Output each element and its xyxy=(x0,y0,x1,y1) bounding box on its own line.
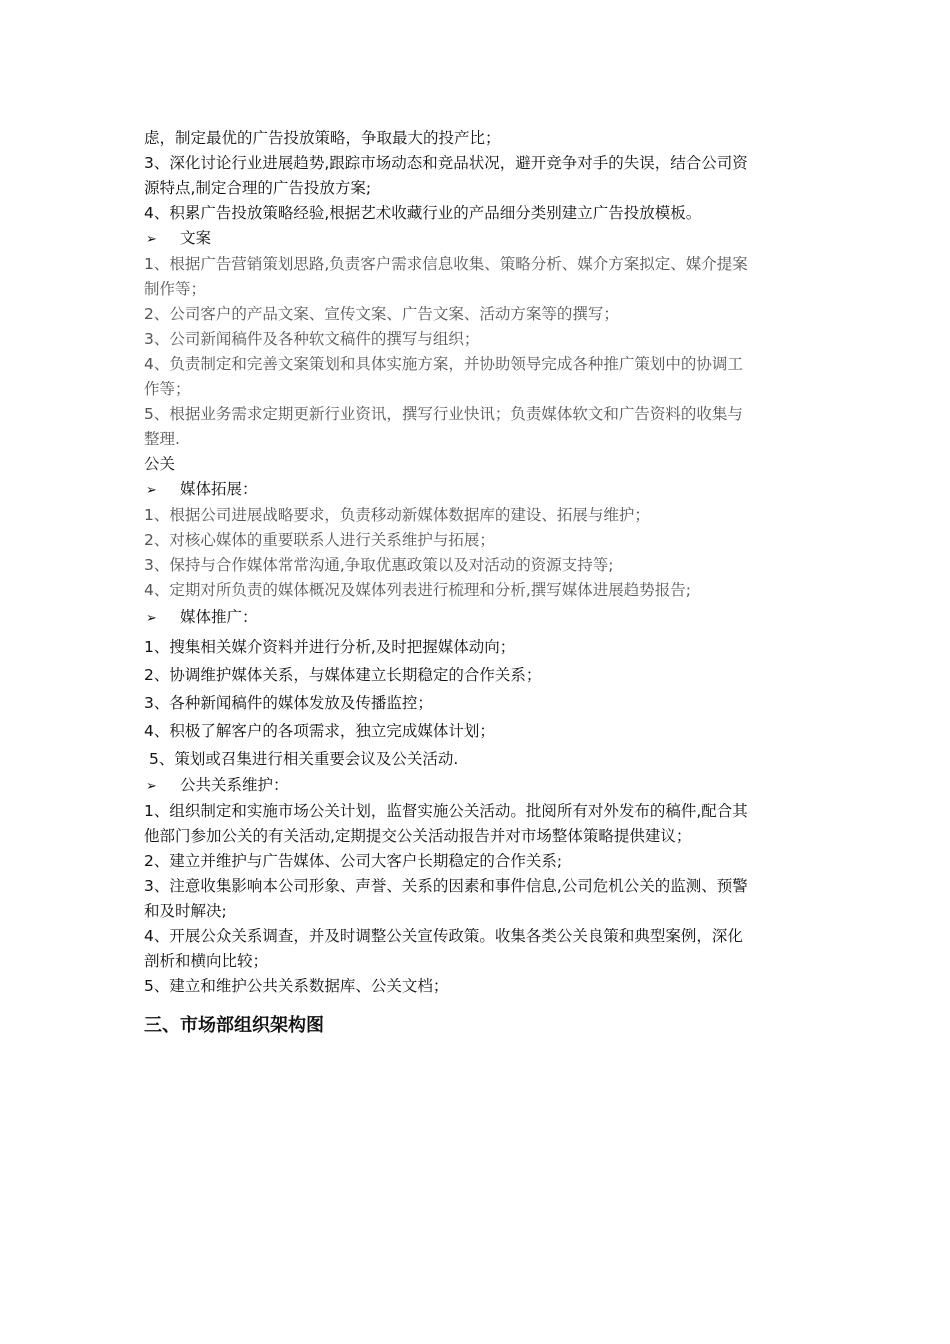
paragraph-line: 4、积累广告投放策略经验,根据艺术收藏行业的产品细分类别建立广告投放模板。 xyxy=(144,204,702,222)
subtitle-text: 媒体推广： xyxy=(180,608,258,626)
list-item: 作等； xyxy=(144,380,191,398)
list-item: 整理. xyxy=(144,430,180,448)
arrow-bullet-icon: ➢ xyxy=(146,779,157,794)
list-item: 3、公司新闻稿件及各种软文稿件的撰写与组织； xyxy=(144,330,480,348)
list-item: 4、开展公众关系调查，并及时调整公关宣传政策。收集各类公关良策和典型案例，深化 xyxy=(144,927,743,945)
list-item: 3、保持与合作媒体常常沟通,争取优惠政策以及对活动的资源支持等; xyxy=(144,556,614,574)
list-item: 剖析和横向比较； xyxy=(144,952,269,970)
list-item: 1、根据公司进展战略要求，负责移动新媒体数据库的建设、拓展与维护； xyxy=(144,506,650,524)
list-item: 1、根据广告营销策划思路,负责客户需求信息收集、策略分析、媒介方案拟定、媒介提案 xyxy=(144,255,748,273)
list-item: 5、策划或召集进行相关重要会议及公关活动. xyxy=(149,750,459,768)
list-item: 他部门参加公关的有关活动,定期提交公关活动报告并对市场整体策略提供建议； xyxy=(144,827,692,845)
arrow-bullet-icon: ➢ xyxy=(146,611,157,626)
section-heading-org-chart: 三、市场部组织架构图 xyxy=(144,1015,324,1036)
subtitle-text: 文案 xyxy=(180,229,212,247)
list-item: 3、注意收集影响本公司形象、声誉、关系的因素和事件信息,公司危机公关的监测、预警 xyxy=(144,877,748,895)
list-item: 1、组织制定和实施市场公关计划，监督实施公关活动。批阅所有对外发布的稿件,配合其 xyxy=(144,802,748,820)
arrow-bullet-icon: ➢ xyxy=(146,483,157,498)
section-subtitle xyxy=(144,477,810,503)
list-item: 和及时解决; xyxy=(144,902,227,920)
section-subtitle xyxy=(144,603,810,633)
paragraph-line: 源特点,制定合理的广告投放方案; xyxy=(144,179,372,197)
list-item: 2、协调维护媒体关系，与媒体建立长期稳定的合作关系； xyxy=(144,666,542,684)
media-expand-section xyxy=(144,477,810,603)
intro-block xyxy=(144,126,810,226)
subtitle-text: 公共关系维护： xyxy=(180,776,289,794)
media-promo-section xyxy=(144,603,810,773)
document-page xyxy=(144,126,810,1041)
public-relations-section xyxy=(144,773,810,999)
list-item: 3、各种新闻稿件的媒体发放及传播监控； xyxy=(144,694,433,712)
arrow-bullet-icon: ➢ xyxy=(146,232,157,247)
list-item: 制作等； xyxy=(144,280,207,298)
section-subtitle xyxy=(144,773,810,799)
paragraph-line: 虑，制定最优的广告投放策略，争取最大的投产比； xyxy=(144,129,501,147)
list-item: 4、负责制定和完善文案策划和具体实施方案，并协助领导完成各种推广策划中的协调工 xyxy=(144,355,743,373)
list-item: 2、公司客户的产品文案、宣传文案、广告文案、活动方案等的撰写； xyxy=(144,305,619,323)
copywriting-section xyxy=(144,226,810,452)
list-item: 5、建立和维护公共关系数据库、公关文档； xyxy=(144,977,449,995)
section-title-pr: 公关 xyxy=(144,455,176,473)
list-item: 5、根据业务需求定期更新行业资讯，撰写行业快讯；负责媒体软文和广告资料的收集与 xyxy=(144,405,743,423)
list-item: 2、建立并维护与广告媒体、公司大客户长期稳定的合作关系; xyxy=(144,852,563,870)
list-item: 1、搜集相关媒介资料并进行分析,及时把握媒体动向； xyxy=(144,638,516,656)
list-item: 4、定期对所负责的媒体概况及媒体列表进行梳理和分析,撰写媒体进展趋势报告; xyxy=(144,581,692,599)
list-item: 4、积极了解客户的各项需求，独立完成媒体计划； xyxy=(144,722,495,740)
list-item: 2、对核心媒体的重要联系人进行关系维护与拓展； xyxy=(144,531,495,549)
subtitle-text: 媒体拓展： xyxy=(180,480,258,498)
paragraph-line: 3、深化讨论行业进展趋势,跟踪市场动态和竞品状况，避开竞争对手的失误，结合公司资 xyxy=(144,154,748,172)
section-subtitle xyxy=(144,226,810,252)
